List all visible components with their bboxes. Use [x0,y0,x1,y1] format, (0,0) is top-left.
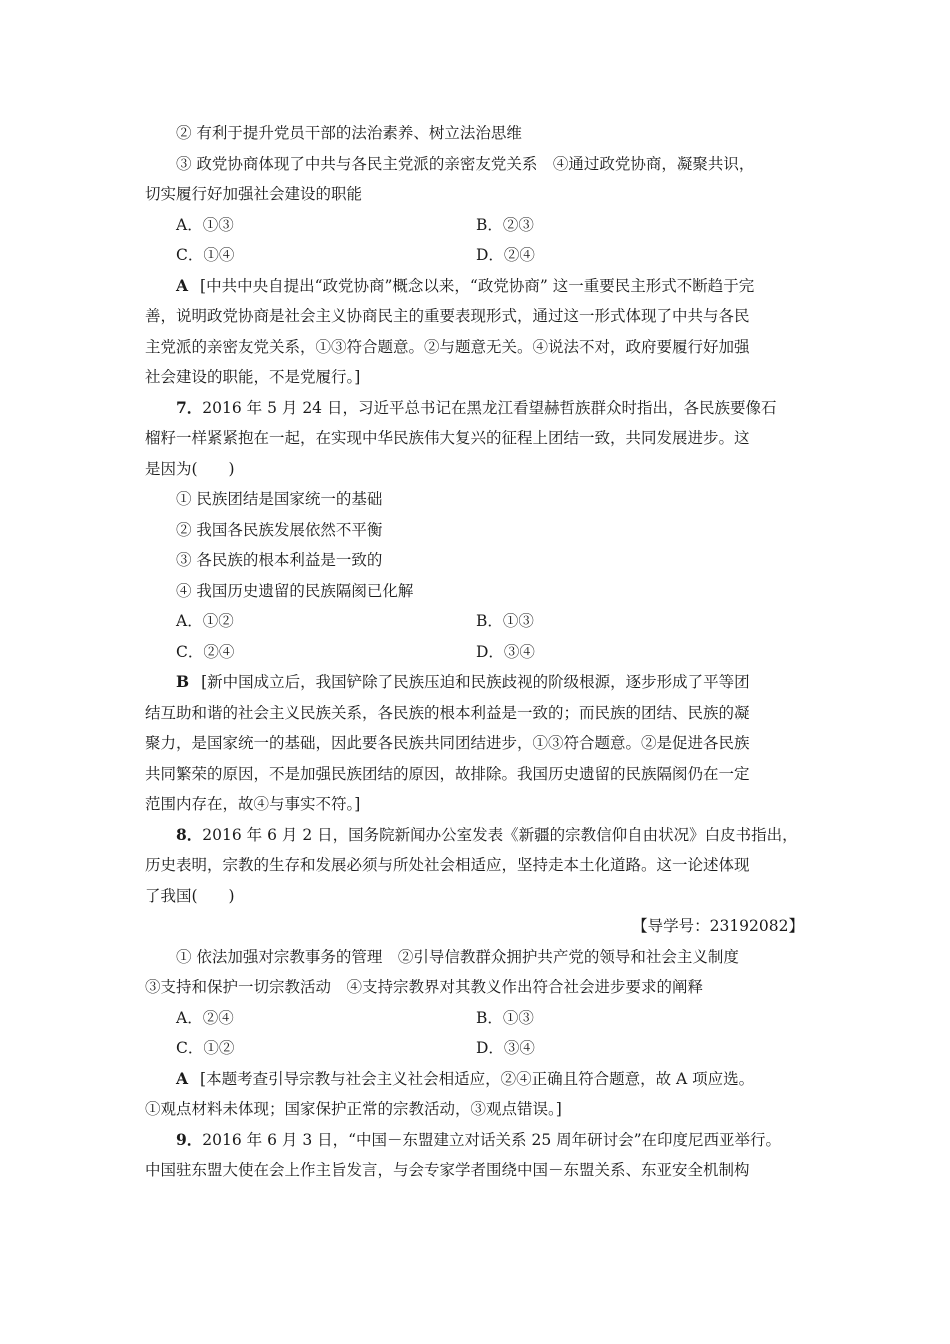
q7-option-b: B．①③ [476,612,534,630]
q7-option-c: C．②④ [176,642,235,661]
q6-option-c: C．①④ [176,246,235,264]
q7-stem [145,393,810,424]
q7-explanation [145,667,810,698]
q9-stem [145,1125,810,1156]
q6-statement-3-4: ③ 政党协商体现了中共与各民主党派的亲密友党关系 ④通过政党协商，凝聚共识， [176,154,755,173]
q8-explanation-line-1: [本题考查引导宗教与社会主义社会相适应，②④正确且符合题意，故 A 项应选。 [200,1069,755,1088]
q8-option-b: B．①③ [476,1008,534,1027]
q9-number: 9． [176,1129,203,1149]
document-page [145,118,810,1186]
q7-statement-4: ④ 我国历史遗留的民族隔阂已化解 [176,581,414,600]
q8-guide-number: 【导学号：23192082】 [632,917,804,935]
q8-number: 8． [176,824,203,844]
q7-option-d: D．③④ [476,642,535,661]
q8-stem-line-1: 2016 年 6 月 2 日，国务院新闻办公室发表《新疆的宗教信仰自由状况》白皮书指出， [202,825,798,844]
q7-explanation-line-2: 结互助和谐的社会主义民族关系，各民族的根本利益是一致的；而民族的团结、民族的凝 [145,703,750,722]
q7-explanation-line-3: 聚力，是国家统一的基础，因此要各民族共同团结进步，①③符合题意。②是促进各民族 [145,734,750,752]
q8-stem-line-3: 了我国( ) [145,886,235,905]
q7-option-a: A．①② [176,612,234,630]
q8-options-row-1 [145,1003,810,1034]
q7-options-row-1 [145,606,810,637]
q7-statement-2: ② 我国各民族发展依然不平衡 [176,520,383,539]
q7-statement-3: ③ 各民族的根本利益是一致的 [176,551,383,569]
q6-options-row-2 [145,240,810,271]
q7-explanation-line-1: [新中国成立后，我国铲除了民族压迫和民族歧视的阶级根源，逐步形成了平等团 [201,673,750,691]
q7-options-row-2 [145,637,810,668]
q9-stem-line-2: 中国驻东盟大使在会上作主旨发言，与会专家学者围绕中国－东盟关系、东亚安全机制构 [145,1161,750,1179]
q8-statement-1-2: ① 依法加强对宗教事务的管理 ②引导信教群众拥护共产党的领导和社会主义制度 [176,947,739,966]
q6-answer-letter: A [176,275,189,295]
q8-options-row-2 [145,1033,810,1064]
q7-answer-letter: B [176,672,190,691]
q6-explanation-line-4: 社会建设的职能，不是党履行。] [145,368,361,386]
q7-statement-1: ① 民族团结是国家统一的基础 [176,490,383,508]
q9-stem-line-1: 2016 年 6 月 3 日，“中国－东盟建立对话关系 25 周年研讨会”在印度尼西亚举行。 [202,1130,782,1149]
q8-stem-line-2: 历史表明，宗教的生存和发展必须与所处社会相适应，坚持走本土化道路。这一论述体现 [145,856,750,874]
q6-option-a: A．①③ [176,215,234,234]
q7-stem-line-3: 是因为( ) [145,459,235,478]
q6-statement-3-4-cont: 切实履行好加强社会建设的职能 [145,185,363,203]
q6-explanation [145,271,810,302]
q6-option-b: B．②③ [476,215,534,234]
q6-explanation-line-3: 主党派的亲密友党关系，①③符合题意。②与题意无关。④说法不对，政府要履行好加强 [145,337,750,356]
q7-stem-line-1: 2016 年 5 月 24 日，习近平总书记在黑龙江看望赫哲族群众时指出，各民族要像石 [202,398,777,417]
q6-option-d: D．②④ [476,246,535,264]
q7-stem-line-2: 榴籽一样紧紧抱在一起，在实现中华民族伟大复兴的征程上团结一致，共同发展进步。这 [145,429,750,447]
q7-explanation-line-5: 范围内存在，故④与事实不符。] [145,795,361,813]
q6-explanation-line-1: [中共中央自提出“政党协商”概念以来，“政党协商” 这一重要民主形式不断趋于完 [200,276,755,295]
q8-stem [145,820,810,851]
q6-statement-2: ② 有利于提升党员干部的法治素养、树立法治思维 [176,124,522,142]
q8-option-c: C．①② [176,1039,235,1057]
q8-explanation-line-2: ①观点材料未体现；国家保护正常的宗教活动，③观点错误。] [145,1100,562,1118]
q8-answer-letter: A [176,1068,189,1088]
q8-option-a: A．②④ [176,1008,234,1027]
q7-explanation-line-4: 共同繁荣的原因，不是加强民族团结的原因，故排除。我国历史遗留的民族隔阂仍在一定 [145,764,750,783]
q8-statement-3-4: ③支持和保护一切宗教活动 ④支持宗教界对其教义作出符合社会进步要求的阐释 [145,978,704,996]
q7-number: 7． [176,397,203,417]
q8-option-d: D．③④ [476,1039,535,1057]
q8-explanation [145,1064,810,1095]
q6-options-row-1 [145,210,810,241]
q6-explanation-line-2: 善，说明政党协商是社会主义协商民主的重要表现形式，通过这一形式体现了中共与各民 [145,307,750,325]
